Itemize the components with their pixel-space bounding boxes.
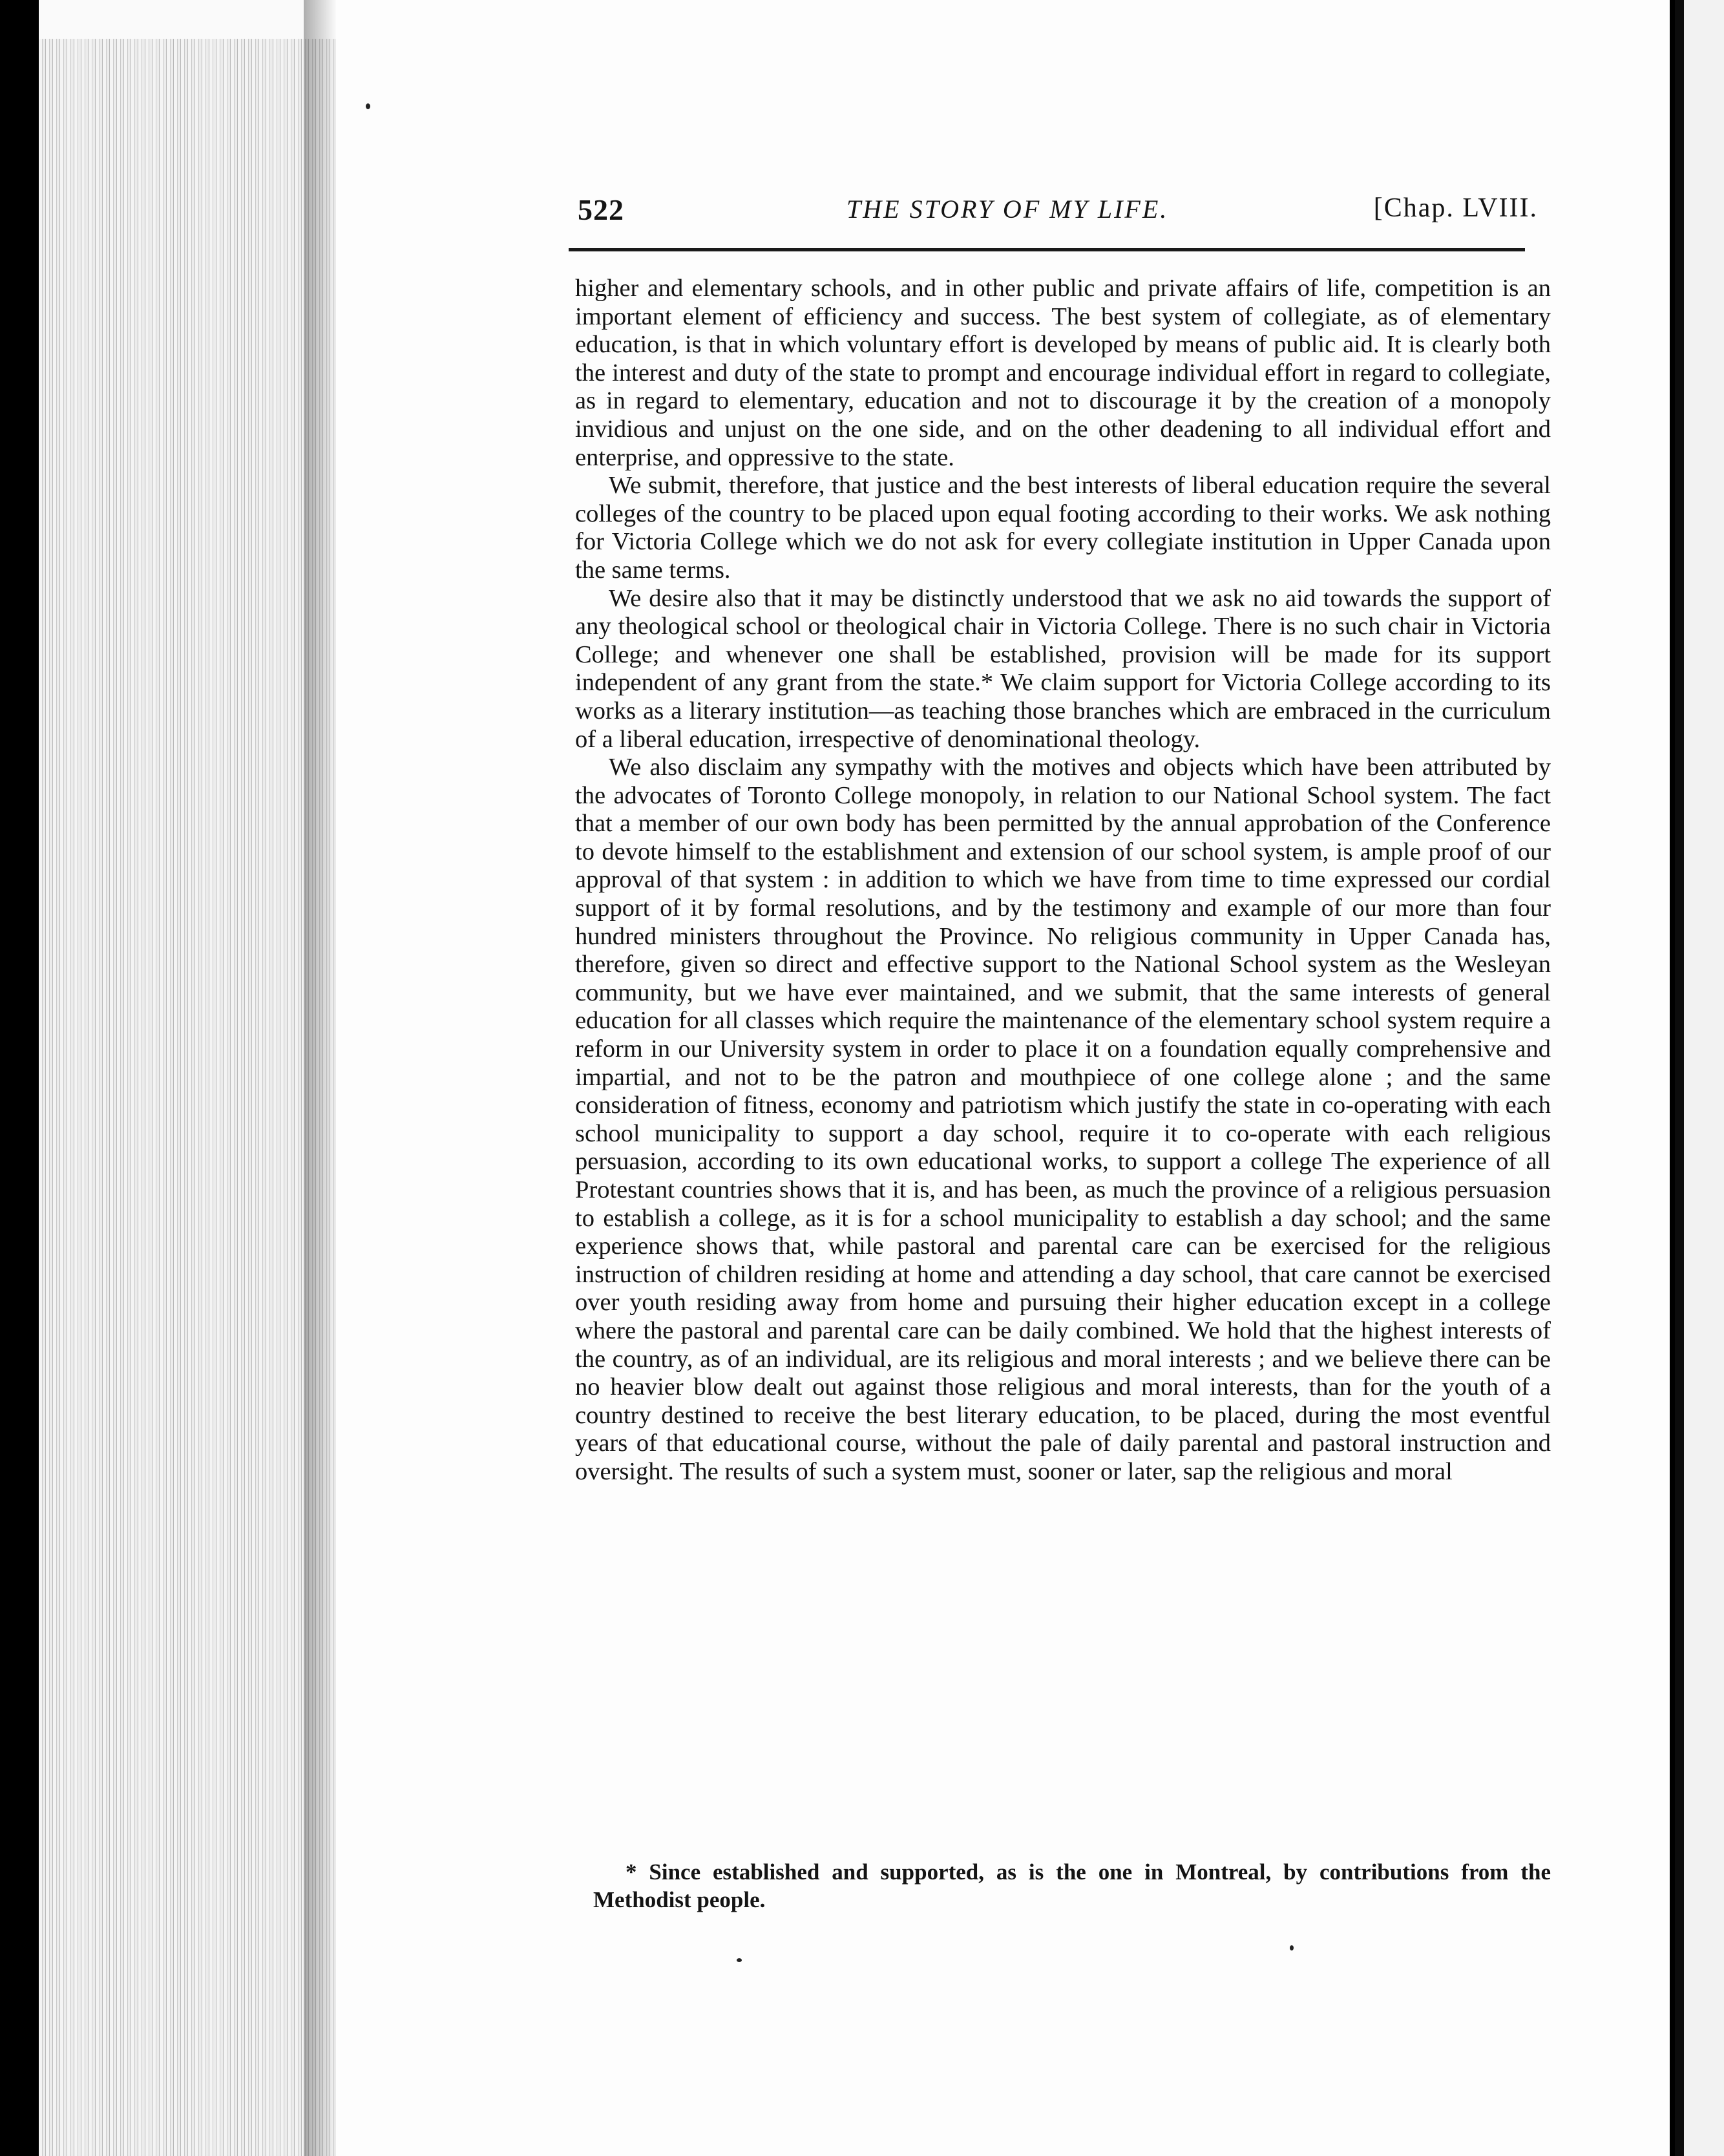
paragraph: higher and elementary schools, and in other public and private affairs of life, competition is an important element of efficiency and success. The best system of collegiate, as of elementary education, is that in which voluntary effort is developed by means of public aid. It is clearly both the interest and duty of the state to prompt and encourage individual effort in regard to collegiate, as in regard to elementary, education and not to discourage it by the creation of a monopoly invidious and unjust on the one side, and on the other deadening to all individual effort and enterprise, and oppressive to the state. <box>575 275 1551 471</box>
header-rule <box>569 248 1525 251</box>
page-edges-stack <box>39 0 336 2156</box>
paragraph: We desire also that it may be distinctly understood that we ask no aid towards the support of any theological school or theological chair in Victoria College. There is no such chair in Victoria College; and whenever one shall be established, provision will be made for its support independent of any grant from the state.* We claim support for Victoria College according to its works as a literary institution—as teaching those branches which are embraced in the curriculum of a liberal education, irrespective of denominational theology. <box>575 584 1551 753</box>
page-number: 522 <box>578 193 624 226</box>
scan-speck <box>366 103 370 109</box>
facing-page-edge <box>1684 0 1724 2156</box>
scan-speck <box>1290 1945 1294 1950</box>
chapter-label: [Chap. LVIII. <box>1373 193 1538 223</box>
footnote <box>593 1858 1551 1914</box>
running-header <box>569 193 1538 231</box>
page-edges-top <box>39 0 336 39</box>
body-text <box>575 275 1551 1486</box>
paragraph: We also disclaim any sympathy with the motives and objects which have been attributed by the advocates of Toronto College monopoly, in relation to our National School system. The fact that a member of our own body has been permitted by the annual approbation of the Conference to devote himself to the establishment and extension of our school system, is ample proof of our approval of that system : in addition to which we have from time to time expressed our cordial support of it by formal resolutions, and by the testimony and example of our more than four hundred ministers throughout the Province. No religious community in Upper Canada has, therefore, given so direct and effective support to the National School system as the Wesleyan community, but we have ever maintained, and we submit, that the same interests of general education for all classes which require the maintenance of the elementary school system require a reform in our University system in order to place it on a foundation equally comprehensive and impartial, and not to be the patron and mouthpiece of one college alone ; and the same consideration of fitness, economy and patriotism which justify the state in co-operating with each school municipality to support a day school, require it to co-operate with each religious persuasion, according to its own educational works, to support a college The experience of all Protestant countries shows that it is, and has been, as much the province of a religious persuasion to establish a college, as it is for a school municipality to establish a day school; and the same experience shows that, while pastoral and parental care can be exercised for the religious instruction of children residing at home and attending a day school, that care cannot be exercised over youth residing away from home and pursuing their higher education except in a college where the pastoral and parental care can be daily combined. We hold that the highest interests of the country, as of an individual, are its religious and moral interests ; and we believe there can be no heavier blow dealt out against those religious and moral interests, than for the youth of a country destined to receive the best literary education, to be placed, during the most eventful years of that educational course, without the pale of daily parental and pastoral instruction and oversight. The results of such a system must, sooner or later, sap the religious and moral <box>575 754 1551 1485</box>
scan-speck <box>737 1958 742 1962</box>
paragraph: We submit, therefore, that justice and the best interests of liberal education require the several colleges of the country to be placed upon equal footing according to their works. We ask nothing for Victoria College which we do not ask for every collegiate institution in Upper Canada upon the same terms. <box>575 472 1551 584</box>
binding-gutter <box>1675 0 1684 2156</box>
footnote-text: * Since established and supported, as is the one in Montreal, by contributions from the Methodist people. <box>593 1859 1551 1912</box>
running-title: THE STORY OF MY LIFE. <box>846 195 1169 224</box>
page-edge-shadow <box>304 0 336 2156</box>
